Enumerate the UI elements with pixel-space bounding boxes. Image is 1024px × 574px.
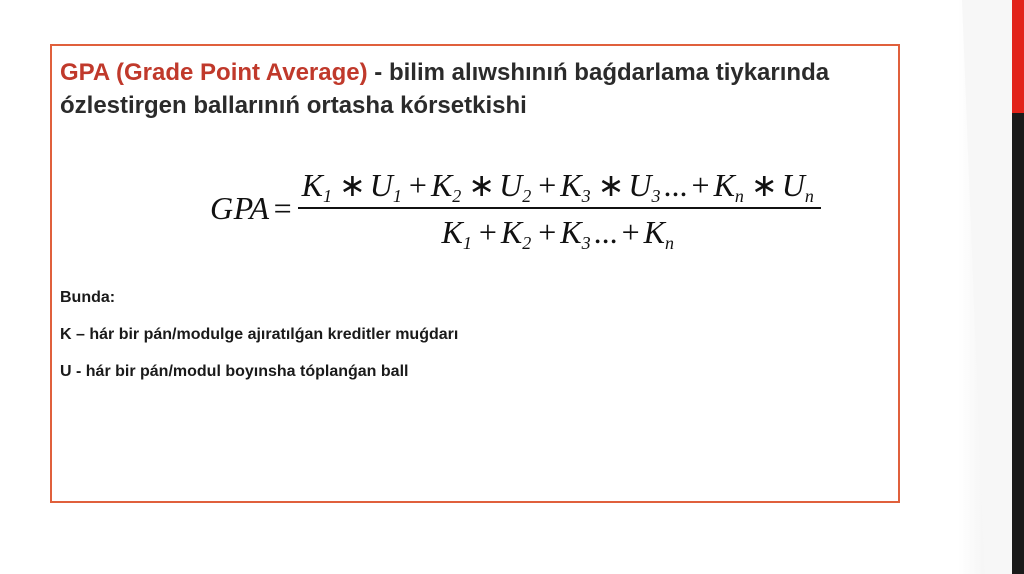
content-frame bbox=[50, 44, 900, 503]
slide-heading bbox=[60, 56, 890, 122]
denominator-operator: + bbox=[478, 213, 497, 250]
numerator-operator: + bbox=[408, 167, 427, 203]
denominator-term: $K_1$ bbox=[441, 213, 472, 253]
denominator-operator: + bbox=[538, 213, 557, 250]
numerator-operator: + bbox=[691, 167, 710, 203]
numerator-term: $U_3$... bbox=[628, 167, 688, 206]
numerator-operator: ∗ bbox=[597, 167, 625, 203]
denominator-term: $K_n$ bbox=[643, 213, 674, 253]
denominator-term: $K_3$... bbox=[560, 213, 618, 253]
numerator-operator: ∗ bbox=[468, 167, 496, 203]
gpa-formula bbox=[210, 166, 821, 251]
edge-red-bar bbox=[1012, 0, 1024, 113]
formula-fraction bbox=[298, 166, 821, 251]
heading-term: GPA (Grade Point Average) bbox=[60, 59, 368, 86]
numerator-term: $K_n$ bbox=[713, 167, 744, 206]
formula-denominator bbox=[437, 209, 681, 251]
numerator-term: $U_n$ bbox=[781, 167, 814, 206]
formula-numerator bbox=[298, 166, 821, 207]
denominator-term: $K_2$ bbox=[500, 213, 532, 253]
edge-black-bar bbox=[1012, 113, 1024, 574]
numerator-operator: + bbox=[538, 167, 557, 203]
numerator-term: $K_1$ bbox=[301, 167, 332, 206]
definitions-intro: Bunda: bbox=[60, 289, 116, 306]
definition-u: U - hár bir pán/modul boyınsha tóplanǵan ball bbox=[60, 363, 409, 380]
formula-lhs: GPA bbox=[210, 189, 270, 226]
numerator-term: $U_2$ bbox=[499, 167, 532, 206]
numerator-term: $K_3$ bbox=[560, 167, 591, 206]
heading-definition: - bilim alıwshınıń baǵdarlama tiykarında ózlestirgen ballarınıń ortasha kórsetkishi bbox=[60, 59, 830, 119]
formula-equals: = bbox=[273, 189, 292, 226]
numerator-operator: ∗ bbox=[338, 167, 366, 203]
definitions bbox=[60, 288, 458, 399]
numerator-term: $U_1$ bbox=[369, 167, 402, 206]
denominator-operator: + bbox=[621, 213, 640, 250]
definition-k: K – hár bir pán/modulge ajıratılǵan kreditler muǵdarı bbox=[60, 326, 459, 343]
numerator-operator: ∗ bbox=[750, 167, 778, 203]
numerator-term: $K_2$ bbox=[430, 167, 462, 206]
